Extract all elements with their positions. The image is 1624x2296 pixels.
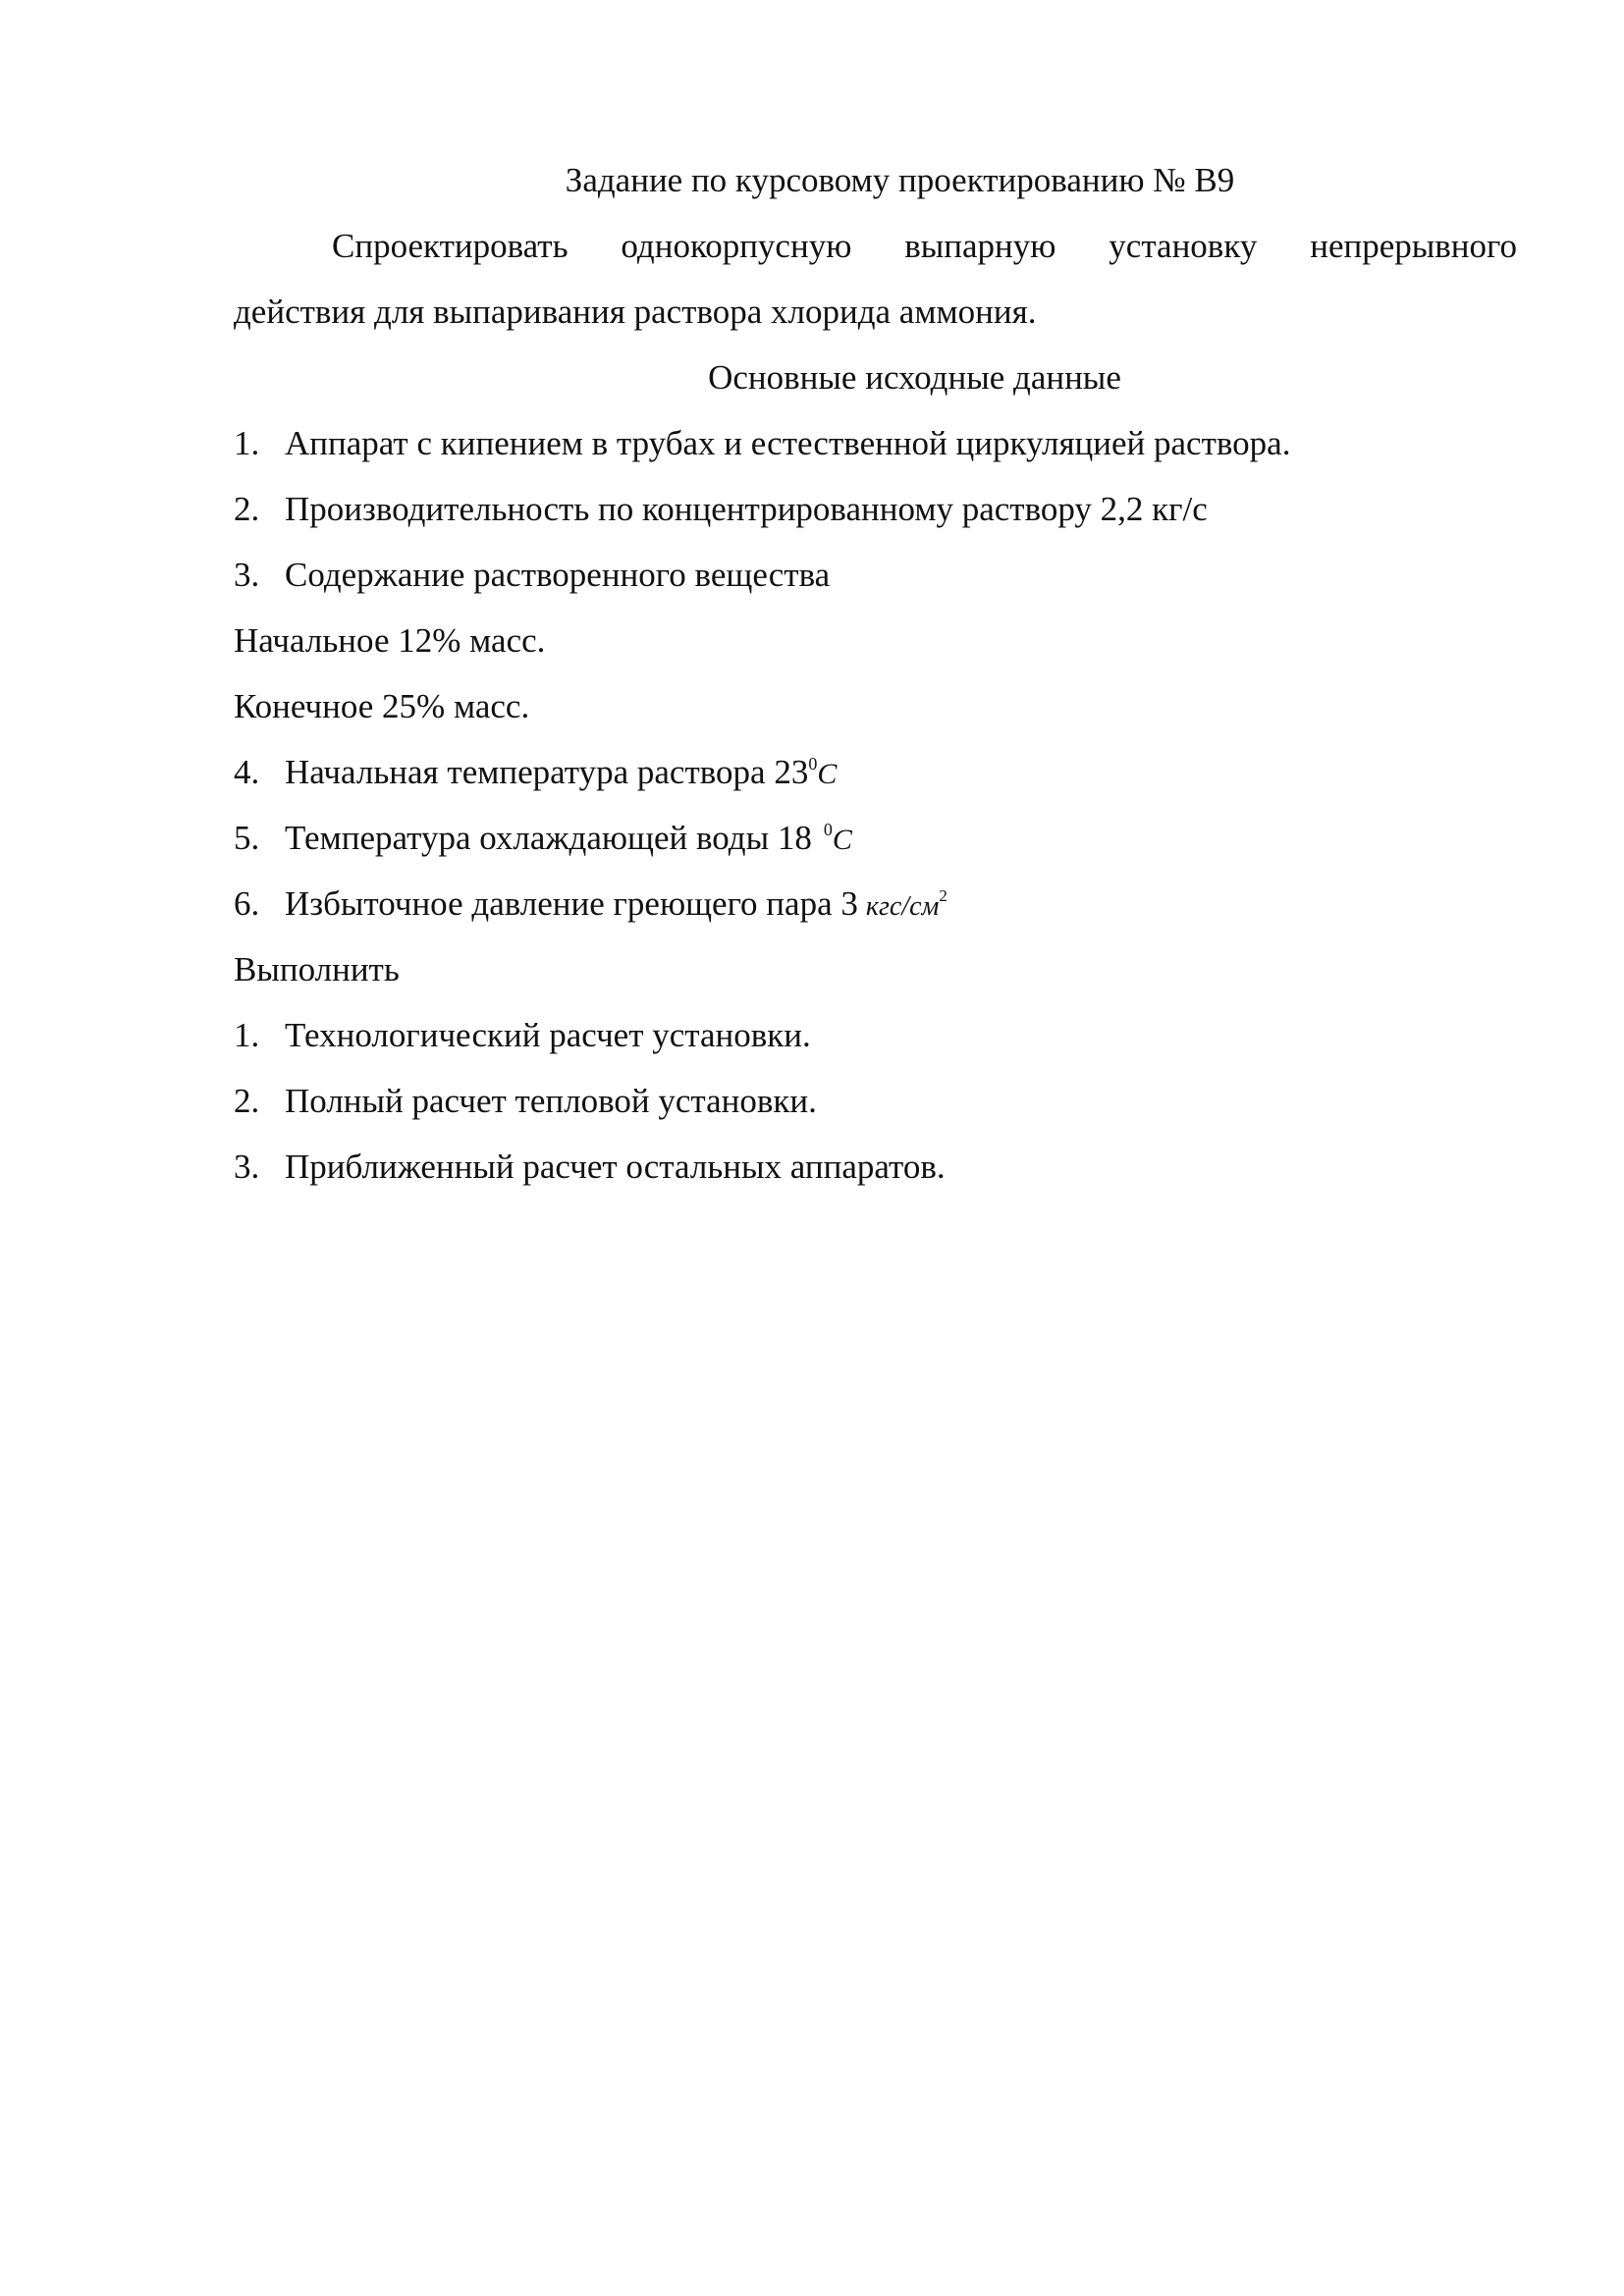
list-item [234, 739, 1517, 805]
execute-heading: Выполнить [234, 950, 400, 988]
temperature-unit [823, 820, 852, 856]
temperature-unit [808, 754, 838, 790]
list-item-text [285, 805, 852, 871]
list-item [234, 871, 1517, 936]
item-text-value: Избыточное давление греющего пара 3 [285, 884, 858, 923]
list-item-text: Производительность по концентрированному раствору 2,2 кг/с [285, 490, 1208, 528]
task-item-text: Приближенный расчет остальных аппаратов. [285, 1148, 946, 1186]
final-content: Конечное 25% масс. [234, 687, 530, 725]
degree-superscript: 0 [823, 820, 833, 839]
degree-superscript: 0 [808, 754, 818, 774]
task-item [234, 1068, 1517, 1134]
list-item-text: Аппарат с кипением в трубах и естественной циркуляцией раствора. [285, 424, 1291, 462]
list-item-text: Содержание растворенного вещества [285, 556, 831, 594]
list-item [234, 805, 1517, 871]
list-item [234, 476, 1517, 542]
intro-line-1: Спроектировать однокорпусную выпарную установку непрерывного [332, 227, 1517, 265]
task-item [234, 1134, 1517, 1200]
list-item-number: 3. [234, 556, 260, 594]
pressure-unit [865, 886, 947, 922]
item-text-value: Температура охлаждающей воды 18 [285, 819, 812, 857]
list-item-number: 4. [234, 753, 260, 791]
document-content [234, 147, 1517, 1200]
list-item [234, 410, 1517, 476]
section-heading: Основные исходные данные [708, 358, 1121, 397]
list-item [234, 542, 1517, 608]
list-item-number: 1. [234, 424, 260, 462]
list-item-number: 6. [234, 884, 260, 923]
list-item-number: 2. [234, 490, 260, 528]
intro-line-2: действия для выпаривания раствора хлорида аммония. [234, 293, 1037, 331]
task-item-number: 1. [234, 1016, 260, 1054]
unit-symbol: C [832, 824, 852, 856]
list-item-text [285, 739, 837, 805]
task-item-text: Технологический расчет установки. [285, 1016, 811, 1054]
unit-symbol: C [817, 758, 838, 790]
initial-content: Начальное 12% масс. [234, 621, 546, 660]
unit-superscript: 2 [939, 886, 947, 905]
item-text-value: Начальная температура раствора 23 [285, 753, 809, 791]
unit-symbol: кгс/см [865, 891, 940, 922]
list-item-number: 5. [234, 819, 260, 857]
list-item-text [285, 871, 947, 936]
task-item-text: Полный расчет тепловой установки. [285, 1082, 817, 1120]
task-item [234, 1002, 1517, 1068]
document-title: Задание по курсовому проектированию № В9 [565, 161, 1235, 199]
task-item-number: 3. [234, 1148, 260, 1186]
task-item-number: 2. [234, 1082, 260, 1120]
